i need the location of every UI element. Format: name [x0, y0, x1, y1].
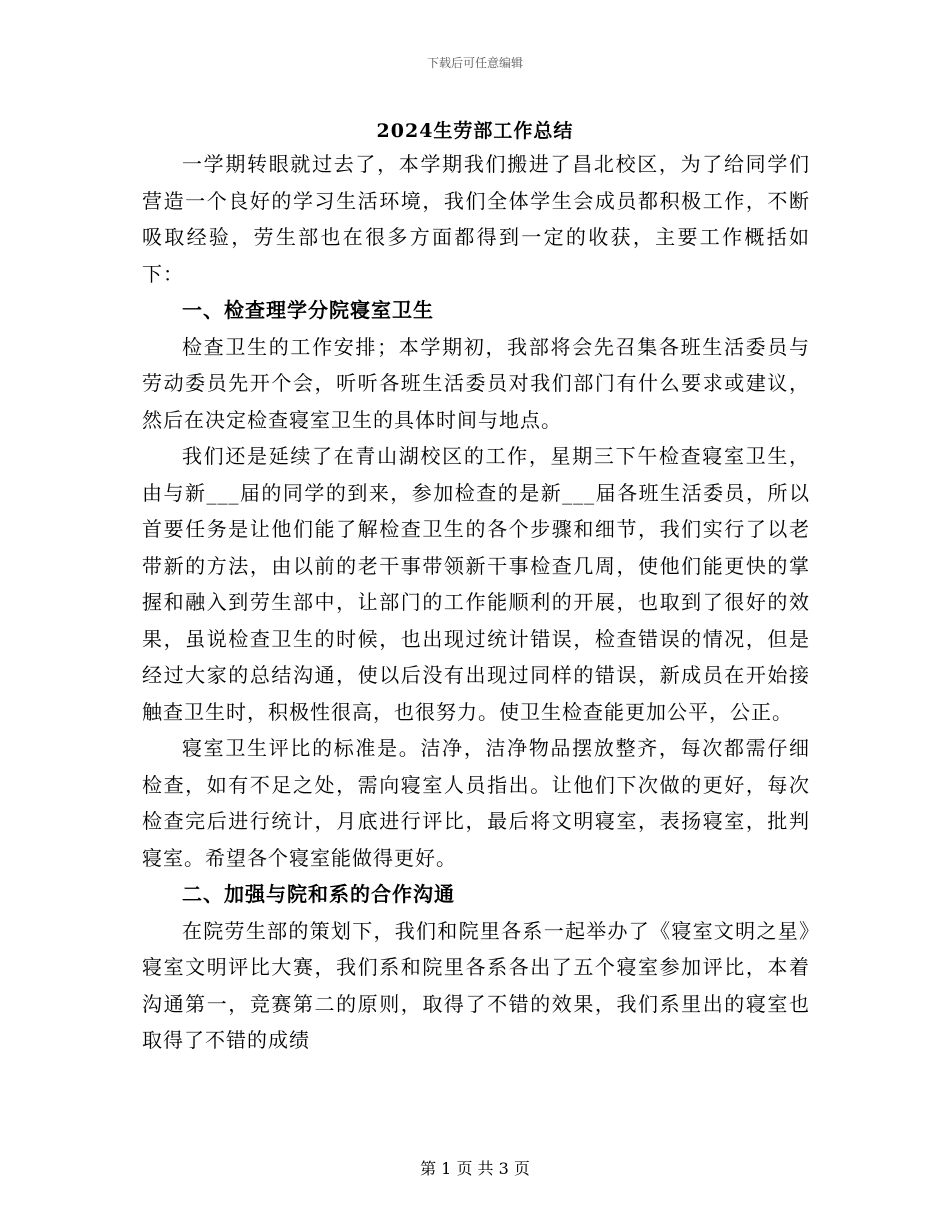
section-heading-dorm-inspection: 一、检查理学分院寝室卫生: [182, 298, 434, 322]
paragraph-inspection-arrangement: 检查卫生的工作安排；本学期初，我部将会先召集各班生活委员与劳动委员先开个会，听听各班生活委员对我们部门有什么要求或建议，然后在决定检查寝室卫生的具体时间与地点。: [142, 334, 810, 432]
paragraph-inspection-continuation: 我们还是延续了在青山湖校区的工作，星期三下午检查寝室卫生，由与新___届的同学的到来，参加检查的是新___届各班生活委员，所以首要任务是让他们能了解检查卫生的各个步骤和细节，我们实行了以老带新的方法，由以前的老干事带领新干事检查几周，使他们能更快的掌握和融入到劳生部中，让部门的工作能顺利的开展，也取到了很好的效果，虽说检查卫生的时候，也出现过统计错误，检查错误的情况，但是经过大家的总结沟通，使以后没有出现过同样的错误，新成员在开始接触查卫生时，积极性很高，也很努力。使卫生检查能更加公平，公正。: [142, 444, 810, 724]
document-title: 2024生劳部工作总结: [376, 120, 574, 142]
document-body: [142, 146, 810, 1059]
section-heading-cooperation: 二、加强与院和系的合作沟通: [182, 882, 455, 906]
page-number: 第 1 页 共 3 页: [420, 1159, 530, 1178]
paragraph-cooperation: 在院劳生部的策划下，我们和院里各系一起举办了《寝室文明之星》寝室文明评比大赛，我们系和院里各系各出了五个寝室参加评比，本着沟通第一，竞赛第二的原则，取得了不错的效果，我们系里出的寝室也取得了不错的成绩: [142, 918, 810, 1052]
paragraph-evaluation-standard: 寝室卫生评比的标准是。洁净，洁净物品摆放整齐，每次都需仔细检查，如有不足之处，需向寝室人员指出。让他们下次做的更好，每次检查完后进行统计，月底进行评比，最后将文明寝室，表扬寝室，批判寝室。希望各个寝室能做得更好。: [142, 736, 810, 870]
header-note: 下载后可任意编辑: [426, 56, 523, 70]
paragraph-intro: 一学期转眼就过去了，本学期我们搬进了昌北校区，为了给同学们营造一个良好的学习生活环境，我们全体学生会成员都积极工作，不断吸取经验，劳生部也在很多方面都得到一定的收获，主要工作概括如下：: [142, 152, 810, 286]
